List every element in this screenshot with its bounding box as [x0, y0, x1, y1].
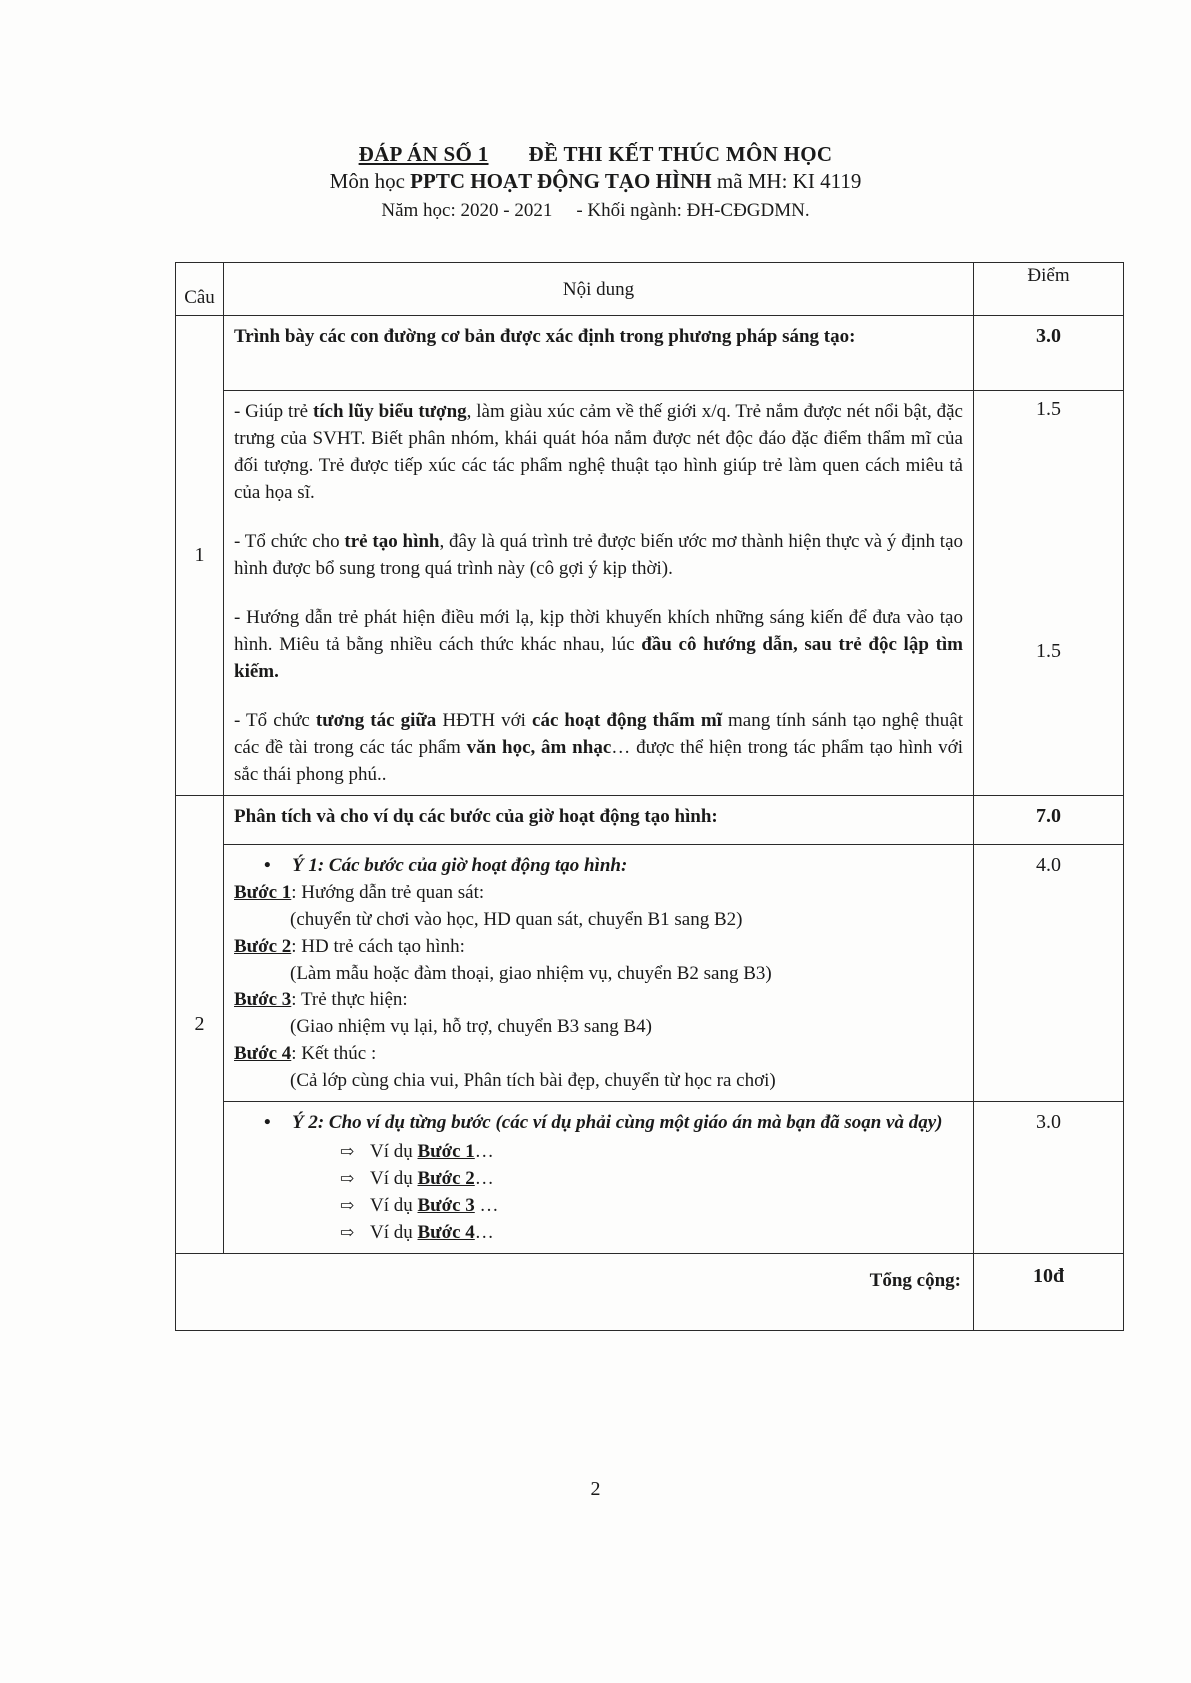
q1-title: Trình bày các con đường cơ bản được xác định trong phương pháp sáng tạo: [234, 326, 856, 347]
step-1: Bước 1: Hướng dẫn trẻ quan sát: [234, 881, 485, 903]
total-value: 10đ [974, 1254, 1124, 1331]
q1-points-b: 1.5 [1036, 640, 1061, 662]
answer-table [175, 262, 1124, 1331]
example-step-4: ⇨ Ví dụ Bước 4… [340, 1220, 963, 1247]
faculty: - Khối ngành: ĐH-CĐGDMN. [576, 200, 810, 221]
idea2-label: • Ý 2: Cho ví dụ từng bước (các ví dụ phải cùng một giáo án mà bạn đã soạn và dạy) [264, 1110, 963, 1137]
q1-total-points: 3.0 [974, 316, 1124, 391]
q1-title-row [176, 316, 1124, 391]
header-cau: Câu [176, 263, 224, 316]
total-label: Tổng cộng: [176, 1254, 974, 1331]
subject-prefix: Môn học [329, 169, 405, 193]
document-header [0, 142, 1191, 222]
subject-code: mã MH: KI 4119 [716, 169, 862, 193]
q2-idea1-row [176, 844, 1124, 1102]
step-3-detail: (Giao nhiệm vụ lại, hỗ trợ, chuyển B3 sang B4) [290, 1016, 653, 1038]
idea1-label: • Ý 1: Các bước của giờ hoạt động tạo hình: [264, 853, 963, 880]
q1-paragraph-4: - Tổ chức tương tác giữa HĐTH với các hoạt động thẩm mĩ mang tính sánh tạo nghệ thuật các đề tài trong các tác phẩm văn học, âm nhạc… được thể hiện trong tác phẩm tạo hình với sắc thái phong phú.. [234, 709, 963, 785]
q1-number: 1 [176, 316, 224, 796]
q1-paragraph-1: - Giúp trẻ tích lũy biểu tượng, làm giàu xúc cảm về thế giới x/q. Trẻ nắm được nét nổi bật, đặc trưng của SVHT. Biết phân nhóm, khái quát hóa nắm được nét độc đáo đặc điểm thẩm mĩ của đối tượng. Trẻ được tiếp xúc các tác phẩm nghệ thuật tạo hình giúp trẻ làm quen cách miêu tả của họa sĩ. [234, 401, 963, 503]
q2-idea2-row [176, 1102, 1124, 1254]
q1-points-cell [974, 391, 1124, 796]
step-4-detail: (Cả lớp cùng chia vui, Phân tích bài đẹp, chuyển từ học ra chơi) [290, 1070, 776, 1092]
q1-paragraph-2: - Tổ chức cho trẻ tạo hình, đây là quá trình trẻ được biến ước mơ thành hiện thực và ý định tạo hình được bổ sung trong quá trình này (cô gợi ý kịp thời). [234, 530, 963, 579]
example-step-1: ⇨ Ví dụ Bước 1… [340, 1139, 963, 1166]
q2-title: Phân tích và cho ví dụ các bước của giờ hoạt động tạo hình: [234, 805, 718, 827]
step-2: Bước 2: HD trẻ cách tạo hình: [234, 935, 465, 957]
year-line [0, 200, 1191, 222]
idea2-points: 3.0 [974, 1102, 1124, 1254]
q2-total-points: 7.0 [974, 795, 1124, 844]
q1-body [224, 391, 974, 796]
step-2-detail: (Làm mẫu hoặc đàm thoại, giao nhiệm vụ, chuyển B2 sang B3) [290, 962, 772, 984]
step-1-detail: (chuyển từ chơi vào học, HD quan sát, chuyển B1 sang B2) [290, 908, 743, 930]
q2-number: 2 [176, 795, 224, 1254]
header-noi-dung: Nội dung [224, 263, 974, 316]
exam-title: ĐỀ THI KẾT THÚC MÔN HỌC [528, 142, 833, 166]
subject-name: PPTC HOẠT ĐỘNG TẠO HÌNH [410, 169, 712, 193]
q1-paragraph-3: - Hướng dẫn trẻ phát hiện điều mới lạ, kịp thời khuyến khích những sáng kiến để đưa vào tạo hình. Miêu tả bằng nhiều cách thức khác nhau, lúc đầu cô hướng dẫn, sau trẻ độc lập tìm kiếm. [234, 606, 964, 682]
school-year: Năm học: 2020 - 2021 [381, 200, 553, 221]
table-header-row [176, 263, 1124, 316]
header-title-line [0, 142, 1191, 167]
total-row [176, 1254, 1124, 1331]
subject-line [0, 169, 1191, 194]
answer-number: ĐÁP ÁN SỐ 1 [358, 142, 489, 166]
q2-title-cell [224, 795, 974, 844]
example-step-2: ⇨ Ví dụ Bước 2… [340, 1166, 963, 1193]
step-3: Bước 3: Trẻ thực hiện: [234, 989, 408, 1011]
example-step-3: ⇨ Ví dụ Bước 3 … [340, 1193, 963, 1220]
q2-idea1 [224, 844, 974, 1102]
q1-points-a: 1.5 [1036, 398, 1061, 420]
page-number: 2 [590, 1478, 601, 1500]
step-4: Bước 4: Kết thúc : [234, 1043, 377, 1065]
idea1-points: 4.0 [974, 844, 1124, 1102]
q2-title-row [176, 795, 1124, 844]
q1-body-row [176, 391, 1124, 796]
examples-list [340, 1139, 963, 1247]
q2-idea2 [224, 1102, 974, 1254]
q1-title-cell [224, 316, 974, 391]
header-diem: Điểm [974, 263, 1124, 316]
